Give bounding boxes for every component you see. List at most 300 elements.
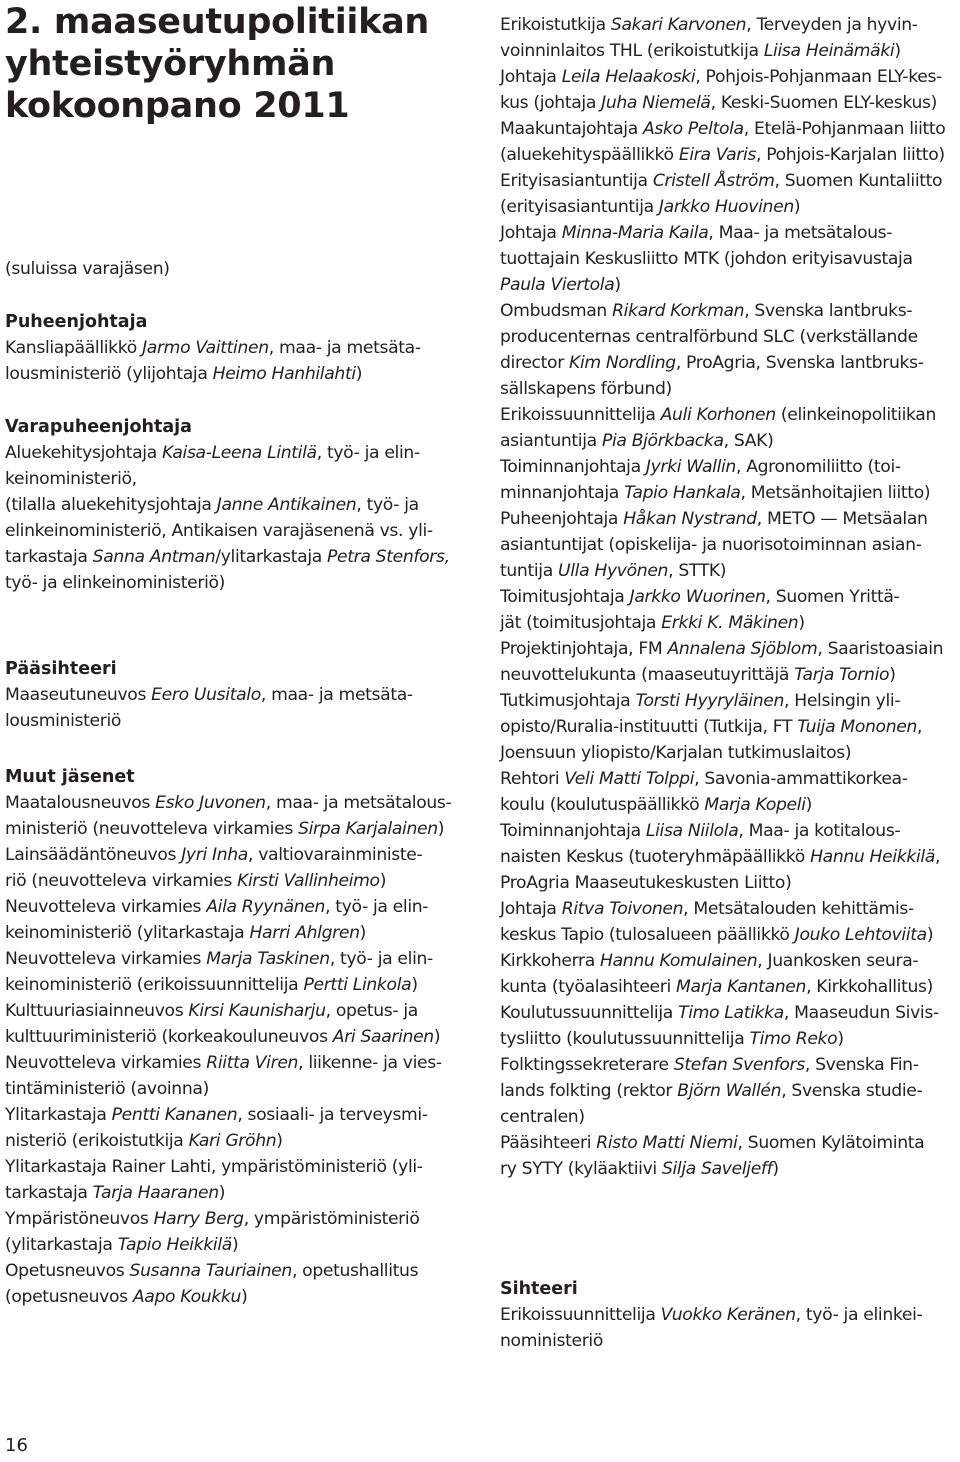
page-title xyxy=(5,1,465,127)
text-segment: voinninlaitos THL (erikoistutkija xyxy=(500,41,764,61)
person-name: Leila Helaakoski xyxy=(561,67,696,87)
text-line xyxy=(5,570,465,596)
person-name: Stefan Svenfors xyxy=(673,1055,805,1075)
text-segment: , maa- ja metsätalous- xyxy=(265,793,452,813)
person-name: Jarkko Huovinen xyxy=(658,197,794,217)
text-line xyxy=(500,1156,957,1182)
text-segment: ) xyxy=(437,819,445,839)
text-segment: ) xyxy=(231,1235,239,1255)
text-segment: Folktingssekreterare xyxy=(500,1055,674,1075)
text-line xyxy=(500,584,957,610)
text-line xyxy=(5,1102,465,1128)
text-segment: Erikoissuunnittelija xyxy=(500,405,661,425)
text-segment: elinkeinoministeriö, Antikaisen varajäsenenä vs. yli- xyxy=(5,521,433,541)
text-line xyxy=(500,1104,957,1130)
text-line xyxy=(500,116,957,142)
text-segment: , Metsätalouden kehittämis- xyxy=(683,899,914,919)
text-segment: , Juankosken seura- xyxy=(757,951,919,971)
text-line xyxy=(5,946,465,972)
person-name: Pia Björkbacka xyxy=(601,431,724,451)
text-line xyxy=(500,818,957,844)
text-segment: kulttuuriministeriö (korkeakouluneuvos xyxy=(5,1027,333,1047)
person-name: Vuokko Keränen xyxy=(660,1305,796,1325)
text-line xyxy=(5,1284,465,1310)
text-segment: ) xyxy=(894,41,901,61)
text-segment: ) xyxy=(772,1159,779,1179)
person-name: Juha Niemelä xyxy=(601,93,711,113)
text-segment: Ombudsman xyxy=(500,301,613,321)
person-name: Tarja Haaranen xyxy=(92,1183,219,1203)
section-body xyxy=(500,12,957,1182)
text-segment: , Maa- ja kotitalous- xyxy=(738,821,901,841)
text-segment: Johtaja xyxy=(500,67,562,87)
text-line xyxy=(500,324,957,350)
text-segment: ) xyxy=(218,1183,226,1203)
text-segment: , Pohjois-Karjalan liitto) xyxy=(756,145,945,165)
person-name: Silja Saveljeff xyxy=(661,1159,773,1179)
text-line xyxy=(5,790,465,816)
person-name: Marja Taskinen xyxy=(206,949,330,969)
text-segment: , Suomen Kuntaliitto xyxy=(774,171,943,191)
text-line xyxy=(500,636,957,662)
text-segment: , xyxy=(917,717,923,737)
text-line xyxy=(500,1328,957,1354)
text-segment: Projektinjohtaja, FM xyxy=(500,639,668,659)
text-segment: , sosiaali- ja terveysmi- xyxy=(237,1105,428,1125)
text-line xyxy=(5,1232,465,1258)
text-line xyxy=(500,246,957,272)
section-heading: Puheenjohtaja xyxy=(5,312,148,332)
text-line xyxy=(500,1026,957,1052)
person-name: Sanna Antman xyxy=(92,547,216,567)
text-segment: (opetusneuvos xyxy=(5,1287,133,1307)
text-segment: kunta (työalasihteeri xyxy=(500,977,677,997)
text-segment: Kulttuuriasiainneuvos xyxy=(5,1001,189,1021)
text-line xyxy=(500,194,957,220)
person-name: Cristell Åström xyxy=(652,171,775,191)
person-name: Aapo Koukku xyxy=(132,1287,242,1307)
text-line xyxy=(5,440,465,466)
text-segment: noministeriö xyxy=(500,1331,604,1351)
person-name: Riitta Viren xyxy=(206,1053,299,1073)
text-line xyxy=(500,558,957,584)
text-segment: , Helsingin yli- xyxy=(784,691,901,711)
text-segment: ry SYTY (kyläaktiivi xyxy=(500,1159,662,1179)
text-segment: ) xyxy=(926,925,934,945)
section-vice-chair xyxy=(5,414,465,596)
text-segment: asiantuntija xyxy=(500,431,602,451)
person-name: Esko Juvonen xyxy=(155,793,266,813)
section-heading: Sihteeri xyxy=(500,1279,578,1299)
text-segment: tuntija xyxy=(500,561,559,581)
text-segment: tysliitto (koulutussuunnittelija xyxy=(500,1029,750,1049)
text-line xyxy=(500,688,957,714)
text-segment: tintäministeriö (avoinna) xyxy=(5,1079,209,1099)
text-line xyxy=(500,792,957,818)
text-segment: Puheenjohtaja xyxy=(500,509,624,529)
text-line xyxy=(500,428,957,454)
person-name: Susanna Tauriainen xyxy=(129,1261,292,1281)
person-name: Tarja Tornio xyxy=(794,665,890,685)
person-name: Janne Antikainen xyxy=(216,495,357,515)
person-name: Marja Kantanen xyxy=(676,977,807,997)
title-line: 2. maaseutupolitiikan xyxy=(5,2,430,42)
section-body xyxy=(5,790,465,1310)
text-line xyxy=(5,335,465,361)
text-line xyxy=(5,682,465,708)
text-line xyxy=(500,480,957,506)
person-name: Harry Berg xyxy=(153,1209,244,1229)
person-name: Pentti Kananen xyxy=(111,1105,238,1125)
text-segment: ) xyxy=(798,613,805,633)
text-segment: ) xyxy=(433,1027,441,1047)
text-segment: Erityisasiantuntija xyxy=(500,171,653,191)
text-segment: keskus Tapio (tulosalueen päällikkö xyxy=(500,925,795,945)
text-segment: , SAK) xyxy=(723,431,774,451)
text-line xyxy=(5,544,465,570)
text-segment: Rehtori xyxy=(500,769,565,789)
text-segment: Maaseutuneuvos xyxy=(5,685,152,705)
text-line xyxy=(500,948,957,974)
text-segment: Pääsihteeri xyxy=(500,1133,597,1153)
text-segment: Toimitusjohtaja xyxy=(500,587,630,607)
text-segment: producenternas centralförbund SLC (verkställande xyxy=(500,327,918,347)
person-name: Timo Latikka xyxy=(678,1003,784,1023)
text-segment: director xyxy=(500,353,570,373)
text-segment: , Svenska lantbruks- xyxy=(744,301,913,321)
person-name: Timo Reko xyxy=(749,1029,838,1049)
person-name: Aila Ryynänen xyxy=(206,897,326,917)
person-name: Kari Gröhn xyxy=(188,1131,277,1151)
text-line xyxy=(500,506,957,532)
person-name: Jarkko Wuorinen xyxy=(629,587,766,607)
text-line xyxy=(5,1206,465,1232)
person-name: Ari Saarinen xyxy=(332,1027,434,1047)
text-segment: riö (neuvotteleva virkamies xyxy=(5,871,238,891)
person-name: Sirpa Karjalainen xyxy=(298,819,438,839)
text-segment: , Keski-Suomen ELY-keskus) xyxy=(710,93,937,113)
text-line xyxy=(500,1130,957,1156)
person-name: Torsti Hyyryläinen xyxy=(635,691,785,711)
text-line xyxy=(500,402,957,428)
text-line xyxy=(500,532,957,558)
text-line xyxy=(500,350,957,376)
person-name: Eira Varis xyxy=(678,145,756,165)
text-line xyxy=(5,1050,465,1076)
person-name: Björn Wallén xyxy=(677,1081,782,1101)
text-line xyxy=(500,740,957,766)
text-line xyxy=(5,361,465,387)
person-name: Asko Peltola xyxy=(643,119,744,139)
text-segment: Neuvotteleva virkamies xyxy=(5,949,207,969)
text-segment: (tilalla aluekehitysjohtaja xyxy=(5,495,217,515)
text-line xyxy=(500,1052,957,1078)
person-name: Petra Stenfors, xyxy=(327,547,450,567)
text-segment: , maa- ja metsäta- xyxy=(268,338,421,358)
text-line xyxy=(500,870,957,896)
person-name: Hannu Komulainen xyxy=(600,951,758,971)
text-segment: naisten Keskus (tuoteryhmäpäällikkö xyxy=(500,847,811,867)
text-line xyxy=(500,38,957,64)
person-name: Rikard Korkman xyxy=(612,301,745,321)
section-chair xyxy=(5,309,465,387)
text-segment: Maatalousneuvos xyxy=(5,793,156,813)
person-name: Tapio Heikkilä xyxy=(117,1235,232,1255)
text-line xyxy=(5,466,465,492)
text-segment: jät (toimitusjohtaja xyxy=(500,613,662,633)
person-name: Hannu Heikkilä xyxy=(810,847,936,867)
text-segment: ) xyxy=(614,275,621,295)
text-segment: , ympäristöministeriö xyxy=(243,1209,420,1229)
text-segment: , työ- ja elinkei- xyxy=(795,1305,923,1325)
text-line xyxy=(5,518,465,544)
page-number: 16 xyxy=(5,1435,28,1456)
text-segment: Toiminnanjohtaja xyxy=(500,457,646,477)
text-segment: , xyxy=(935,847,941,867)
text-segment: ministeriö (neuvotteleva virkamies xyxy=(5,819,299,839)
text-segment: , opetushallitus xyxy=(291,1261,419,1281)
text-line xyxy=(5,708,465,734)
text-segment: ) xyxy=(355,364,363,384)
text-line xyxy=(5,492,465,518)
section-secretary xyxy=(500,1276,957,1354)
person-name: Kim Nordling xyxy=(569,353,676,373)
left-column xyxy=(5,0,465,1307)
text-line xyxy=(500,1302,957,1328)
title-line: yhteistyöryhmän xyxy=(5,44,336,84)
text-line xyxy=(500,662,957,688)
text-segment: Aluekehitysjohtaja xyxy=(5,443,163,463)
person-name: Ulla Hyvönen xyxy=(558,561,669,581)
section-heading: Pääsihteeri xyxy=(5,659,117,679)
text-segment: sällskapens förbund) xyxy=(500,379,672,399)
text-segment: , Agronomiliitto (toi- xyxy=(735,457,901,477)
section-heading: Muut jäsenet xyxy=(5,767,135,787)
text-line xyxy=(500,922,957,948)
text-segment: ProAgria Maaseutukeskusten Liitto) xyxy=(500,873,792,893)
text-segment: , maa- ja metsäta- xyxy=(260,685,413,705)
text-segment: ) xyxy=(793,197,801,217)
text-segment: , Suomen Yrittä- xyxy=(765,587,900,607)
text-segment: (elinkeinopolitiikan xyxy=(775,405,937,425)
section-members-continued xyxy=(500,12,957,1182)
text-segment: , Maa- ja metsätalous- xyxy=(708,223,893,243)
text-line xyxy=(500,1078,957,1104)
text-segment: , Suomen Kylätoiminta xyxy=(737,1133,925,1153)
text-line xyxy=(500,974,957,1000)
person-name: Tuija Mononen xyxy=(797,717,918,737)
text-line xyxy=(500,714,957,740)
person-name: Håkan Nystrand xyxy=(623,509,757,529)
text-segment: ) xyxy=(379,871,387,891)
text-segment: Johtaja xyxy=(500,223,562,243)
text-segment: minnanjohtaja xyxy=(500,483,625,503)
text-segment: keinoministeriö, xyxy=(5,469,137,489)
section-body xyxy=(5,440,465,596)
text-segment: Opetusneuvos xyxy=(5,1261,130,1281)
text-line xyxy=(500,142,957,168)
text-segment: Joensuun yliopisto/Karjalan tutkimuslaitos) xyxy=(500,743,852,763)
text-line xyxy=(500,298,957,324)
text-line xyxy=(500,766,957,792)
text-segment: ) xyxy=(837,1029,844,1049)
section-other-members xyxy=(5,764,465,1310)
text-segment: , STTK) xyxy=(668,561,727,581)
person-name: Tapio Hankala xyxy=(624,483,741,503)
person-name: Jouko Lehtoviita xyxy=(794,925,927,945)
section-body xyxy=(5,682,465,734)
text-line xyxy=(5,842,465,868)
text-segment: tarkastaja xyxy=(5,547,93,567)
text-line xyxy=(500,454,957,480)
text-line xyxy=(500,168,957,194)
person-name: Pertti Linkola xyxy=(303,975,412,995)
text-segment: /ylitarkastaja xyxy=(215,547,328,567)
text-segment: centralen) xyxy=(500,1107,585,1127)
text-segment: , METO — Metsäalan xyxy=(756,509,928,529)
person-name: Harri Ahlgren xyxy=(249,923,360,943)
person-name: Liisa Niilola xyxy=(645,821,739,841)
text-segment: , Savonia-ammattikorkea- xyxy=(694,769,908,789)
text-segment: keinoministeriö (erikoissuunnittelija xyxy=(5,975,304,995)
text-line xyxy=(5,972,465,998)
text-line xyxy=(5,1024,465,1050)
text-segment: Ylitarkastaja Rainer Lahti, ympäristöministeriö (yli- xyxy=(5,1157,423,1177)
text-line xyxy=(500,1000,957,1026)
text-line xyxy=(5,1076,465,1102)
text-segment: Kansliapäällikkö xyxy=(5,338,143,358)
text-line xyxy=(5,1258,465,1284)
text-segment: nisteriö (erikoistutkija xyxy=(5,1131,189,1151)
text-line xyxy=(5,1154,465,1180)
text-segment: ) xyxy=(805,795,812,815)
text-segment: tuottajain Keskusliitto MTK (johdon erityisavustaja xyxy=(500,249,913,269)
text-segment: keinoministeriö (ylitarkastaja xyxy=(5,923,250,943)
person-name: Marja Kopeli xyxy=(704,795,806,815)
text-line xyxy=(500,844,957,870)
person-name: Risto Matti Niemi xyxy=(596,1133,738,1153)
text-line xyxy=(500,90,957,116)
text-line xyxy=(5,868,465,894)
person-name: Annalena Sjöblom xyxy=(667,639,818,659)
text-segment: koulu (koulutuspäällikkö xyxy=(500,795,705,815)
text-segment: ) xyxy=(359,923,366,943)
text-segment: Kirkkoherra xyxy=(500,951,601,971)
person-name: Erkki K. Mäkinen xyxy=(661,613,799,633)
section-heading: Varapuheenjohtaja xyxy=(5,417,192,437)
text-segment: , työ- ja xyxy=(356,495,419,515)
text-line xyxy=(500,376,957,402)
person-name: Kirsi Kaunisharju xyxy=(188,1001,326,1021)
text-segment: tarkastaja xyxy=(5,1183,93,1203)
person-name: Eero Uusitalo xyxy=(151,685,261,705)
text-segment: työ- ja elinkeinoministeriö) xyxy=(5,573,226,593)
section-body xyxy=(5,335,465,387)
text-segment: Maakuntajohtaja xyxy=(500,119,644,139)
text-segment: , ProAgria, Svenska lantbruks- xyxy=(675,353,924,373)
text-segment: lousministeriö (ylijohtaja xyxy=(5,364,213,384)
text-segment: kus (johtaja xyxy=(500,93,602,113)
text-segment: , työ- ja elin- xyxy=(325,897,429,917)
text-line xyxy=(500,12,957,38)
person-name: Minna-Maria Kaila xyxy=(561,223,709,243)
text-segment: (ylitarkastaja xyxy=(5,1235,118,1255)
text-segment: , valtiovarainministe- xyxy=(248,845,423,865)
text-segment: , opetus- ja xyxy=(325,1001,418,1021)
text-segment: , Metsänhoitajien liitto) xyxy=(740,483,931,503)
note-text: (suluissa varajäsen) xyxy=(5,259,170,279)
text-line xyxy=(5,894,465,920)
person-name: Veli Matti Tolppi xyxy=(564,769,695,789)
text-line xyxy=(5,1128,465,1154)
person-name: Ritva Toivonen xyxy=(561,899,684,919)
text-segment: , Svenska Fin- xyxy=(804,1055,919,1075)
text-segment: neuvottelukunta (maaseutuyrittäjä xyxy=(500,665,795,685)
text-segment: , työ- ja elin- xyxy=(316,443,420,463)
text-line xyxy=(5,1180,465,1206)
section-body xyxy=(500,1302,957,1354)
title-line: kokoonpano 2011 xyxy=(5,86,350,126)
text-line xyxy=(500,610,957,636)
text-segment: , liikenne- ja vies- xyxy=(298,1053,442,1073)
text-segment: , Maaseudun Sivis- xyxy=(783,1003,939,1023)
text-segment: lands folkting (rektor xyxy=(500,1081,678,1101)
text-segment: Koulutussuunnittelija xyxy=(500,1003,679,1023)
person-name: Kaisa-Leena Lintilä xyxy=(162,443,317,463)
text-segment: , Etelä-Pohjanmaan liitto xyxy=(743,119,946,139)
member-note xyxy=(5,256,170,282)
text-line xyxy=(5,998,465,1024)
text-segment: ) xyxy=(889,665,896,685)
text-segment: Toiminnanjohtaja xyxy=(500,821,646,841)
text-segment: Erikoissuunnittelija xyxy=(500,1305,661,1325)
text-segment: Ylitarkastaja xyxy=(5,1105,112,1125)
text-segment: opisto/Ruralia-instituutti (Tutkija, FT xyxy=(500,717,798,737)
text-segment: Neuvotteleva virkamies xyxy=(5,1053,207,1073)
person-name: Jyrki Wallin xyxy=(645,457,736,477)
person-name: Kirsti Vallinheimo xyxy=(237,871,380,891)
text-line xyxy=(5,816,465,842)
text-segment: , Kirkkohallitus) xyxy=(806,977,934,997)
text-segment: Neuvotteleva virkamies xyxy=(5,897,207,917)
text-segment: Johtaja xyxy=(500,899,562,919)
person-name: Paula Viertola xyxy=(500,275,615,295)
text-segment: Lainsäädäntöneuvos xyxy=(5,845,182,865)
text-segment: ) xyxy=(241,1287,248,1307)
text-segment: (aluekehityspäällikkö xyxy=(500,145,679,165)
text-segment: Tutkimusjohtaja xyxy=(500,691,636,711)
person-name: Liisa Heinämäki xyxy=(763,41,895,61)
text-segment: asiantuntijat (opiskelija- ja nuorisotoiminnan asian- xyxy=(500,535,922,555)
person-name: Sakari Karvonen xyxy=(610,15,747,35)
person-name: Heimo Hanhilahti xyxy=(212,364,356,384)
person-name: Auli Korhonen xyxy=(660,405,776,425)
text-segment: , Pohjois-Pohjanmaan ELY-kes- xyxy=(695,67,942,87)
text-segment: ) xyxy=(276,1131,283,1151)
text-segment: Ympäristöneuvos xyxy=(5,1209,154,1229)
text-segment: Erikoistutkija xyxy=(500,15,611,35)
text-segment: , Svenska studie- xyxy=(781,1081,923,1101)
text-segment: lousministeriö xyxy=(5,711,122,731)
text-segment: ) xyxy=(411,975,418,995)
text-line xyxy=(500,896,957,922)
section-secretary-general xyxy=(5,656,465,734)
text-segment: , työ- ja elin- xyxy=(329,949,433,969)
text-segment: , Terveyden ja hyvin- xyxy=(746,15,918,35)
text-line xyxy=(5,920,465,946)
person-name: Jyri Inha xyxy=(181,845,248,865)
text-line xyxy=(500,220,957,246)
